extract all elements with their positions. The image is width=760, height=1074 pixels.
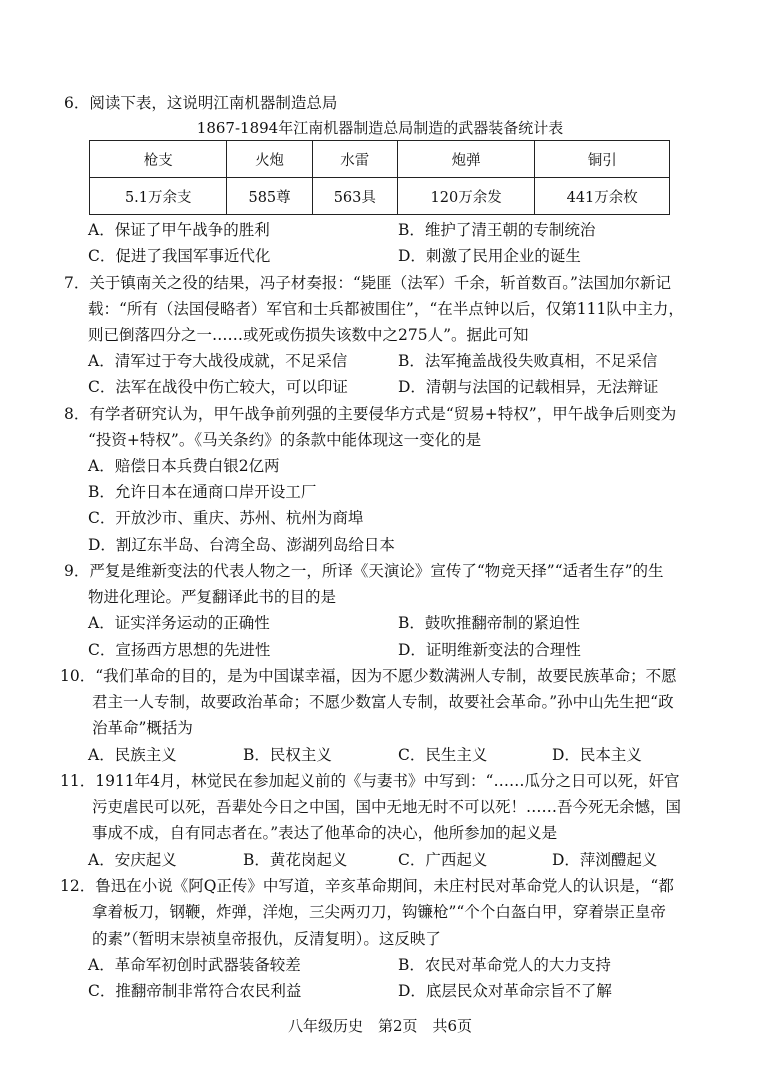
q12-option-b: B．农民对革命党人的大力支持 [398,956,611,974]
q9-option-d: D．证明维新变法的合理性 [398,641,581,659]
question-8-line: 8．有学者研究认为，甲午战争前列强的主要侵华方式是“贸易+特权”，甲午战争后则变为 [64,405,677,423]
question-9-line: 9．严复是维新变法的代表人物之一，所译《天演论》宣传了“物竞天择”“适者生存”的生 [64,562,664,580]
table-row [90,178,670,215]
table-cell: 585尊 [227,178,312,215]
question-6-stem: 6．阅读下表，这说明江南机器制造总局 [64,94,338,112]
table-caption: 1867-1894年江南机器制造总局制造的武器装备统计表 [196,119,564,137]
question-10-line: 君主一人专制，故要政治革命；不愿少数富人专制，故要社会革命。”孙中山先生把“政 [92,693,674,711]
q8-option-d: D．割辽东半岛、台湾全岛、澎湖列岛给日本 [88,536,395,554]
table-header-cell: 水雷 [312,141,397,178]
q6-option-d: D．刺激了民用企业的诞生 [398,247,581,265]
q8-option-c: C．开放沙市、重庆、苏州、杭州为商埠 [88,509,364,527]
question-8-line: “投资+特权”。《马关条约》的条款中能体现这一变化的是 [88,431,482,449]
q12-option-d: D．底层民众对革命宗旨不了解 [398,982,612,1000]
table-header-cell: 炮弹 [397,141,535,178]
question-12-line: 的素”（暂明末崇祯皇帝报仇，反清复明）。这反映了 [92,930,441,948]
q12-option-a: A．革命军初创时武器装备较差 [88,956,301,974]
question-11-line: 事成不成，自有同志者在。”表达了他革命的决心，他所参加的起义是 [92,824,558,842]
table-header-cell: 火炮 [227,141,312,178]
q8-option-b: B．允许日本在通商口岸开设工厂 [88,483,317,501]
table-cell: 563具 [312,178,397,215]
q10-option-c: C．民生主义 [398,746,488,764]
table-cell: 120万余发 [397,178,535,215]
q6-option-a: A．保证了甲午战争的胜利 [88,221,270,239]
q12-option-c: C．推翻帝制非常符合农民利益 [88,982,302,1000]
q7-option-b: B．法军掩盖战役失败真相，不足采信 [398,352,658,370]
table-header-cell: 枪支 [90,141,227,178]
q7-option-a: A．清军过于夸大战役成就，不足采信 [88,352,348,370]
q9-option-b: B．鼓吹推翻帝制的紧迫性 [398,614,580,632]
q6-option-c: C．促进了我国军事近代化 [88,247,271,265]
q11-option-b: B．黄花岗起义 [243,851,348,869]
question-7-line: 7．关于镇南关之役的结果，冯子材奏报：“毙匪（法军）千余，斩首数百。”法国加尔新记 [64,274,671,292]
question-9-line: 物进化理论。严复翻译此书的目的是 [88,588,337,606]
q10-option-b: B．民权主义 [243,746,332,764]
page-footer: 八年级历史 第2页 共6页 [287,1017,473,1035]
q11-option-a: A．安庆起义 [88,851,177,869]
question-12-line: 拿着板刀，钢鞭，炸弹，洋炮，三尖两刃刀，钩镰枪”“个个白盔白甲，穿着崇正皇帝 [92,903,666,921]
q8-option-a: A．赔偿日本兵费白银2亿两 [88,457,280,475]
table-cell: 5.1万余支 [90,178,227,215]
question-10-line: 10．“我们革命的目的，是为中国谋幸福，因为不愿少数满洲人专制，故要民族革命；不愿 [60,667,677,685]
table-header-row [90,141,670,178]
q9-option-a: A．证实洋务运动的正确性 [88,614,270,632]
q7-option-d: D．清朝与法国的记载相异，无法辩证 [398,378,659,396]
question-7-line: 则已倒落四分之一……或死或伤损失该数中之275人”。据此可知 [88,326,529,344]
q10-option-a: A．民族主义 [88,746,177,764]
weapons-table [89,140,670,215]
q6-option-b: B．维护了清王朝的专制统治 [398,221,596,239]
question-11-line: 污吏虐民可以死，吾辈处今日之中国，国中无地无时不可以死！……吾今死无余憾，国 [92,798,682,816]
question-10-line: 治革命”概括为 [92,719,193,737]
q10-option-d: D．民本主义 [552,746,642,764]
table-cell: 441万余枚 [535,178,670,215]
q7-option-c: C．法军在战役中伤亡较大，可以印证 [88,378,348,396]
question-7-line: 载：“所有（法国侵略者）军官和士兵都被围住”，“在半点钟以后，仅第111队中主力， [88,300,684,318]
question-11-line: 11．1911年4月，林觉民在参加起义前的《与妻书》中写到：“……瓜分之日可以死，奸官 [60,772,680,790]
q11-option-d: D．萍浏醴起义 [552,851,658,869]
question-12-line: 12．鲁迅在小说《阿Q正传》中写道，辛亥革命期间，未庄村民对革命党人的认识是，“都 [60,877,674,895]
q11-option-c: C．广西起义 [398,851,488,869]
q9-option-c: C．宣扬西方思想的先进性 [88,641,271,659]
table-header-cell: 铜引 [535,141,670,178]
